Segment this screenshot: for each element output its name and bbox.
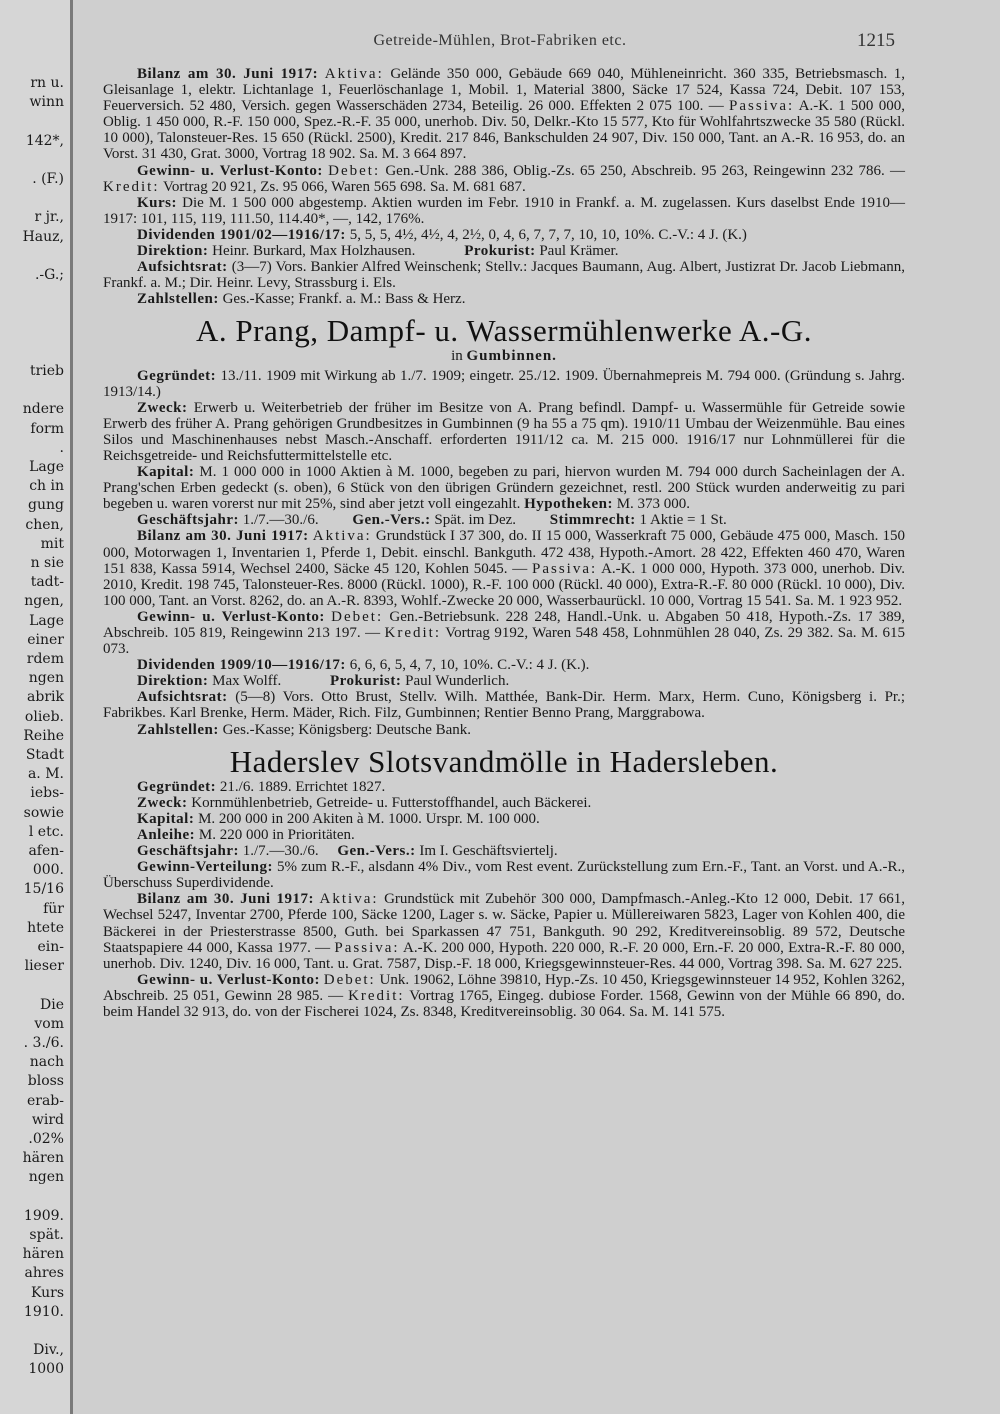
margin-fragment: lieser (24, 958, 64, 975)
margin-fragment: bloss (27, 1073, 64, 1090)
entry-text: M. 220 000 in Prioritäten. (198, 826, 355, 843)
entry-text: 13./11. 1909 mit Wirkung ab 1./7. 1909; eingetr. 25./12. 1909. Übernahmepreis M. 794 000. (Gründung s. Jahrg. 1913/14.) (103, 367, 906, 400)
prang-zahlstellen (103, 722, 905, 738)
haderslev-kapital (103, 811, 905, 827)
entry-text: Paul Wunderlich. (405, 673, 510, 690)
entry-subkey: Passiva: (334, 939, 400, 956)
margin-fragment: Lage (29, 459, 64, 475)
margin-fragment: l etc. (28, 823, 64, 840)
entry-text: Gelände 350 000, Gebäude 669 040, Mühleneinricht. 360 335, Betriebsmasch. 1, Gleisanlage 1, elektr. Lichtanlage 1, Feuerlöschanlage 1, Mobil. 1, Material 3800, Säcke 17 524, Kassa 724, Debit. 107 153, Feuerversich. 52 480, Versich. gegen Wasserschäden 2734, Beteilig. 26 000. Effekten 2 075 100. — (103, 66, 905, 115)
margin-fragment: 1909. (23, 1207, 64, 1224)
margin-fragment: htete (27, 919, 64, 936)
entry-key: Zahlstellen: (137, 291, 219, 308)
entry-text: Vortrag 1765, Eingeg. dubiose Forder. 1568, Gewinn von der Mühle 66 890, do. beim Handel 32 913, do. von der Fischerei 1024, Zs. 8348, Kreditvereinsoblig. 30 064. Sa. M. 141 575. (103, 987, 906, 1020)
entry-text: Grundstück I 37 300, do. II 15 000, Wasserkraft 75 000, Gebäude 475 000, Masch. 150 000, Motorwagen 1, Inventarien 1, Pferde 1, Debit. einschl. Bankguth. 472 438, Hypoth.-Amort. 28 422, Effekten 460 470, Waren 151 838, Kassa 5914, Wechsel 2400, Säcke 45 120, Kohlen 5045. — (103, 528, 906, 577)
entry-key: Kapital: (137, 810, 195, 827)
entry-text: M. 373 000. (616, 496, 691, 513)
haderslev-geschaeftsjahr (103, 843, 905, 859)
margin-fragment: sowie (23, 804, 64, 821)
entry-text: (3—7) Vors. Bankier Alfred Weinschenk; Stellv.: Jacques Baumann, Aug. Albert, Justizrat Dr. Jacob Liebmann, Frankf. a. M.; Dir. Heinr. Levy, Strassburg i. Els. (103, 259, 906, 292)
margin-fragment: erab- (26, 1092, 64, 1109)
entry-text: Spät. im Dez. (434, 512, 517, 529)
prang-kapital (103, 464, 905, 512)
entry-key: Zweck: (137, 794, 188, 811)
margin-fragment: tadt- (30, 574, 64, 591)
margin-fragment: ch in (29, 478, 64, 495)
entry-text: Im I. Geschäftsviertelj. (419, 843, 558, 860)
haderslev-bilanz (103, 891, 905, 971)
entry-text: 5% zum R.-F., alsdann 4% Div., vom Rest event. Zurückstellung zum Ern.-F., Tant. an Vorst. und A.-R., Überschuss Superdividende. (103, 859, 905, 892)
entry-key: Gewinn- u. Verlust-Konto: (137, 971, 320, 988)
entry-key: Gen.-Vers.: (337, 843, 416, 860)
location-city: Gumbinnen. (466, 348, 557, 365)
entry-text: 21./6. 1889. Errichtet 1827. (219, 778, 386, 795)
margin-fragment: chen, (25, 516, 64, 533)
entry-key: Zweck: (137, 399, 188, 416)
entry-text: Erwerb u. Weiterbetrieb der früher im Besitze von A. Prang befindl. Dampf- u. Wassermühle für Getreide sowie Erwerb des früher A. Prang gehörigen Grundbesitzes in Gumbinnen (9 ha 55 a 75 qm). 1910/11 Umbau der Weizenmühle. Bau eines Silos und Maschinenhauses nebst Masch.-Anschaff. erforderten 1911/12 ca. M. 215 000. 1916/17 nur Lohnmüllerei für die Reichsgetreide- und Reichsfuttermittelstelle etc. (103, 399, 905, 464)
margin-fragment: a. M. (27, 766, 64, 783)
entry-key: Gen.-Vers.: (352, 512, 431, 529)
margin-fragment: 15/16 (23, 881, 64, 898)
margin-fragment: wird (31, 1111, 64, 1128)
margin-fragment: rn u. (30, 75, 64, 91)
entry-key: Hypotheken: (524, 496, 613, 513)
entry-text: Gen.-Unk. 288 386, Oblig.-Zs. 65 250, Abschreib. 95 263, Reingewinn 232 786. — (385, 162, 906, 179)
prev-gv (103, 163, 905, 195)
margin-fragment: . (59, 439, 64, 456)
margin-fragment: gung (28, 497, 64, 514)
prang-bilanz (103, 528, 905, 608)
entry-text: Gen.-Betriebsunk. 228 248, Handl.-Unk. u. Abgaben 50 418, Hypoth.-Zs. 17 389, Abschreib. 105 819, Reingewinn 213 197. — (103, 608, 906, 641)
entry-text: A.-K. 1 000 000, Hypoth. 373 000, unerhob. Div. 2010, Kredit. 198 745, Talonsteuer-Res. 8000 (Rückl. 1000), R.-F. 100 000 (Rückl. 40 000), Extra-R.-F. 80 000 (Rückl. 10 000), Div. 100 000, Tant. an Vorst. 8262, do. an A.-R. 8393, Wohlf.-Zwecke 20 000, Wasserbaurückl. 10 000, Vortrag 15 541. Sa. M. 1 923 952. (103, 560, 905, 609)
entry-key: Gewinn- u. Verlust-Konto: (137, 162, 323, 179)
entry-text: Vortrag 9192, Waren 548 458, Lohnmühlen 28 040, Zs. 29 382. Sa. M. 615 073. (103, 625, 906, 658)
page-number: 1215 (857, 30, 895, 51)
entry-text: 1./7.—30./6. (242, 512, 319, 529)
prev-zahlstellen (103, 291, 905, 307)
entry-subkey: Passiva: (531, 560, 598, 577)
margin-fragment: ein- (37, 939, 64, 955)
running-head: Getreide-Mühlen, Brot-Fabriken etc. (373, 32, 627, 49)
entry-text: M. 1 000 000 in 1000 Aktien à M. 1000, begeben zu pari, hiervon wurden M. 794 000 durch Sacheinlagen der A. Prang'schen Erben gedeckt (s. oben), 6 Stück von den übrigen Gründern gezeichnet, restl. 200 Stück wurden anderweitig zu pari begeben u. waren vorerst nur mit 25%, sind aber jetzt voll eingezahlt. (103, 464, 906, 513)
entry-key: Dividenden 1909/10—1916/17: (137, 657, 346, 674)
entry-subkey: Debet: (323, 971, 376, 988)
entry-text: Max Wolff. (212, 673, 282, 690)
margin-fragment: Kurs (30, 1284, 64, 1301)
margin-fragment: . (F.) (32, 171, 64, 187)
margin-fragment: Hauz, (22, 228, 64, 245)
margin-fragment: ndere (22, 401, 64, 418)
entry-key: Gewinn-Verteilung: (137, 859, 273, 876)
margin-fragment: winn (29, 94, 64, 111)
entry-text: Grundstück mit Zubehör 300 000, Dampfmasch.-Anleg.-Kto 12 000, Debit. 17 661, Wechsel 5247, Inventar 2700, Pferde 100, Säcke 1200, Lager s. w. Säcke, Papier u. Müllereiwaren 5823, Lager von Kohlen 400, die Bäckerei in der Priesterstrasse 8500, Guth. bei Sparkassen 47 751, Bankguth. 90 292, Kreditvereinsoblig. 89 572, Deutsche Staatspapiere 44 000, Kassa 1977. — (103, 891, 906, 956)
margin-fragment: n sie (30, 555, 64, 571)
margin-fragment: Div., (33, 1342, 64, 1359)
entry-text: Kornmühlenbetrieb, Getreide- u. Futterstoffhandel, auch Bäckerei. (191, 794, 592, 811)
prev-kurs (103, 195, 905, 227)
entry-subkey: Aktiva: (319, 891, 379, 908)
entry-text: A.-K. 1 500 000, Oblig. 1 450 000, R.-F. 150 000, Spez.-R.-F. 35 000, unerhob. Div. 50, Delkr.-Kto 15 577, Kto für Wohlfahrtszwecke 35 580 (Rückl. 10 000), Talonsteuer-Res. 15 650 (Rückl. 2500), Kredit. 217 846, Bankschulden 24 907, Div. 150 000, Tant. an A.-R. 16 953, do. an Vorst. 31 430, Grat. 3000, Vortrag 18 902. Sa. M. 3 664 897. (103, 98, 905, 163)
haderslev-anleihe (103, 827, 905, 843)
entry-text: Heinr. Burkard, Max Holzhausen. (212, 243, 416, 260)
margin-fragment: mit (40, 535, 64, 552)
margin-fragment: vom (34, 1015, 64, 1032)
entry-key: Gegründet: (137, 367, 217, 384)
margin-fragment: ahres (24, 1265, 64, 1282)
company-heading-haderslev: Haderslev Slotsvandmölle in Hadersleben. (229, 743, 779, 779)
previous-page-margin-column (0, 0, 73, 1414)
entry-text: 1./7.—30./6. (242, 843, 319, 860)
margin-fragment: .-G.; (34, 267, 64, 283)
prang-dividenden (103, 657, 905, 673)
margin-fragment: hären (22, 1246, 64, 1263)
margin-fragment: Reihe (23, 727, 64, 744)
entry-text: Ges.-Kasse; Frankf. a. M.: Bass & Herz. (222, 291, 466, 308)
margin-fragment: olieb. (24, 708, 64, 725)
prang-gv-konto (103, 609, 905, 657)
entry-key: Direktion: (137, 243, 209, 260)
haderslev-gv-konto (103, 972, 905, 1020)
entry-key: Anleihe: (137, 826, 196, 843)
margin-fragment: 1000 (28, 1361, 64, 1378)
margin-fragment: form (30, 420, 64, 437)
prev-bilanz (103, 66, 905, 163)
margin-fragment: hären (22, 1150, 64, 1167)
entry-key: Prokurist: (329, 673, 402, 690)
entry-subkey: Kredit: (384, 625, 442, 641)
entry-key: Aufsichtsrat: (137, 259, 228, 276)
entry-subkey: Debet: (331, 608, 384, 625)
margin-fragment: Stadt (25, 747, 64, 763)
margin-fragment: spät. (29, 1227, 64, 1243)
haderslev-zweck (103, 795, 905, 811)
prang-aufsichtsrat (103, 689, 905, 721)
entry-text: 1 Aktie = 1 St. (639, 512, 727, 529)
prang-zweck (103, 400, 905, 464)
entry-key: Aufsichtsrat: (137, 689, 228, 706)
prang-geschaeftsjahr (103, 512, 905, 528)
prev-aufsichtsrat (103, 259, 905, 291)
entry-key: Kurs: (137, 194, 177, 211)
prev-dividenden (103, 227, 905, 243)
entry-subkey: Aktiva: (312, 528, 372, 545)
entry-key: Bilanz am 30. Juni 1917: (137, 528, 309, 545)
entry-key: Dividenden 1901/02—1916/17: (137, 226, 346, 243)
entry-key: Geschäftsjahr: (137, 512, 239, 529)
page-content (103, 66, 905, 1020)
entry-key: Bilanz am 30. Juni 1917: (137, 66, 319, 82)
entry-key: Bilanz am 30. Juni 1917: (137, 891, 315, 908)
location-prefix: in (451, 348, 463, 365)
document-page (95, 0, 995, 1414)
entry-key: Direktion: (137, 673, 209, 690)
margin-fragment: ngen, (24, 593, 64, 610)
entry-text: M. 200 000 in 200 Akiten à M. 1000. Urspr. M. 100 000. (198, 810, 540, 827)
entry-subkey: Aktiva: (324, 66, 384, 82)
margin-fragment: Die (40, 996, 64, 1013)
entry-key: Stimmrecht: (549, 512, 636, 529)
entry-key: Gewinn- u. Verlust-Konto: (137, 608, 325, 625)
entry-key: Kapital: (137, 464, 195, 481)
margin-fragment: iebs- (30, 785, 64, 802)
margin-fragment: 000. (32, 862, 64, 879)
margin-fragment: trieb (29, 363, 64, 379)
entry-text: Vortrag 20 921, Zs. 95 066, Waren 565 698. Sa. M. 681 687. (162, 178, 526, 195)
margin-fragment: für (43, 900, 64, 917)
margin-fragment: . 3./6. (23, 1035, 64, 1051)
prang-gegruendet (103, 368, 905, 400)
entry-key: Prokurist: (464, 243, 536, 260)
prang-direktion (103, 673, 905, 689)
margin-fragment: afen- (28, 843, 64, 859)
entry-text: Unk. 19062, Löhne 39810, Hyp.-Zs. 10 450, Kriegsgewinnsteuer 14 952, Kohlen 3262, Abschreib. 25 051, Gewinn 28 985. — (103, 971, 905, 1004)
entry-text: Ges.-Kasse; Königsberg: Deutsche Bank. (222, 721, 472, 738)
haderslev-gegruendet (103, 779, 905, 795)
margin-fragment: einer (27, 631, 64, 648)
entry-subkey: Kredit: (103, 178, 160, 195)
margin-fragment: rdem (26, 651, 64, 667)
entry-key: Gegründet: (137, 778, 217, 795)
entry-text: Die M. 1 500 000 abgestemp. Aktien wurden im Febr. 1910 in Frankf. a. M. zugelassen. Kurs daselbst Ende 1910—1917: 101, 115, 119, 111.50, 114.40*, —, 142, 176%. (103, 194, 906, 227)
margin-fragment: Lage (29, 612, 64, 629)
entry-key: Geschäftsjahr: (137, 843, 239, 860)
entry-subkey: Kredit: (348, 987, 405, 1004)
margin-fragment: r jr., (34, 209, 64, 226)
entry-text: 5, 5, 5, 4½, 4½, 4, 2½, 0, 4, 6, 7, 7, 7, 10, 10, 10%. C.-V.: 4 J. (K.) (349, 226, 747, 243)
entry-subkey: Debet: (328, 162, 381, 179)
prev-direktion (103, 243, 905, 259)
margin-fragment: ngen (28, 1169, 64, 1186)
margin-fragment: nach (29, 1054, 64, 1071)
margin-fragment: 1910. (23, 1303, 64, 1320)
haderslev-gewinnverteilung (103, 859, 905, 891)
entry-text: A.-K. 200 000, Hypoth. 220 000, R.-F. 20 000, Ern.-F. 20 000, Extra-R.-F. 80 000, unerhob. Div. 1240, Div. 16 000, Tant. u. Grat. 7587, Disp.-F. 18 000, Kriegsgewinnsteuer-Res. 44 000, Vortrag 398. Sa. M. 627 225. (103, 939, 906, 972)
margin-fragment: .02% (28, 1131, 64, 1147)
entry-key: Zahlstellen: (137, 721, 219, 738)
entry-text: Paul Krämer. (539, 243, 619, 260)
company-location (103, 348, 905, 364)
entry-subkey: Passiva: (729, 98, 795, 115)
margin-fragment: abrik (27, 689, 64, 706)
entry-text: (5—8) Vors. Otto Brust, Stellv. Wilh. Matthée, Bank-Dir. Herm. Marx, Herm. Cuno, Königsberg i. Pr.; Fabrikbes. Karl Brenke, Herm. Mäder, Rich. Filz, Gumbinnen; Rentier Benno Prang, Marggrabowa. (103, 689, 906, 722)
entry-text: 6, 6, 6, 5, 4, 7, 10, 10%. C.-V.: 4 J. (K.). (349, 657, 590, 674)
company-heading-prang: A. Prang, Dampf- u. Wassermühlenwerke A.-G. (196, 313, 812, 349)
margin-fragment: ngen (28, 670, 64, 687)
margin-fragment: 142*, (25, 132, 64, 149)
